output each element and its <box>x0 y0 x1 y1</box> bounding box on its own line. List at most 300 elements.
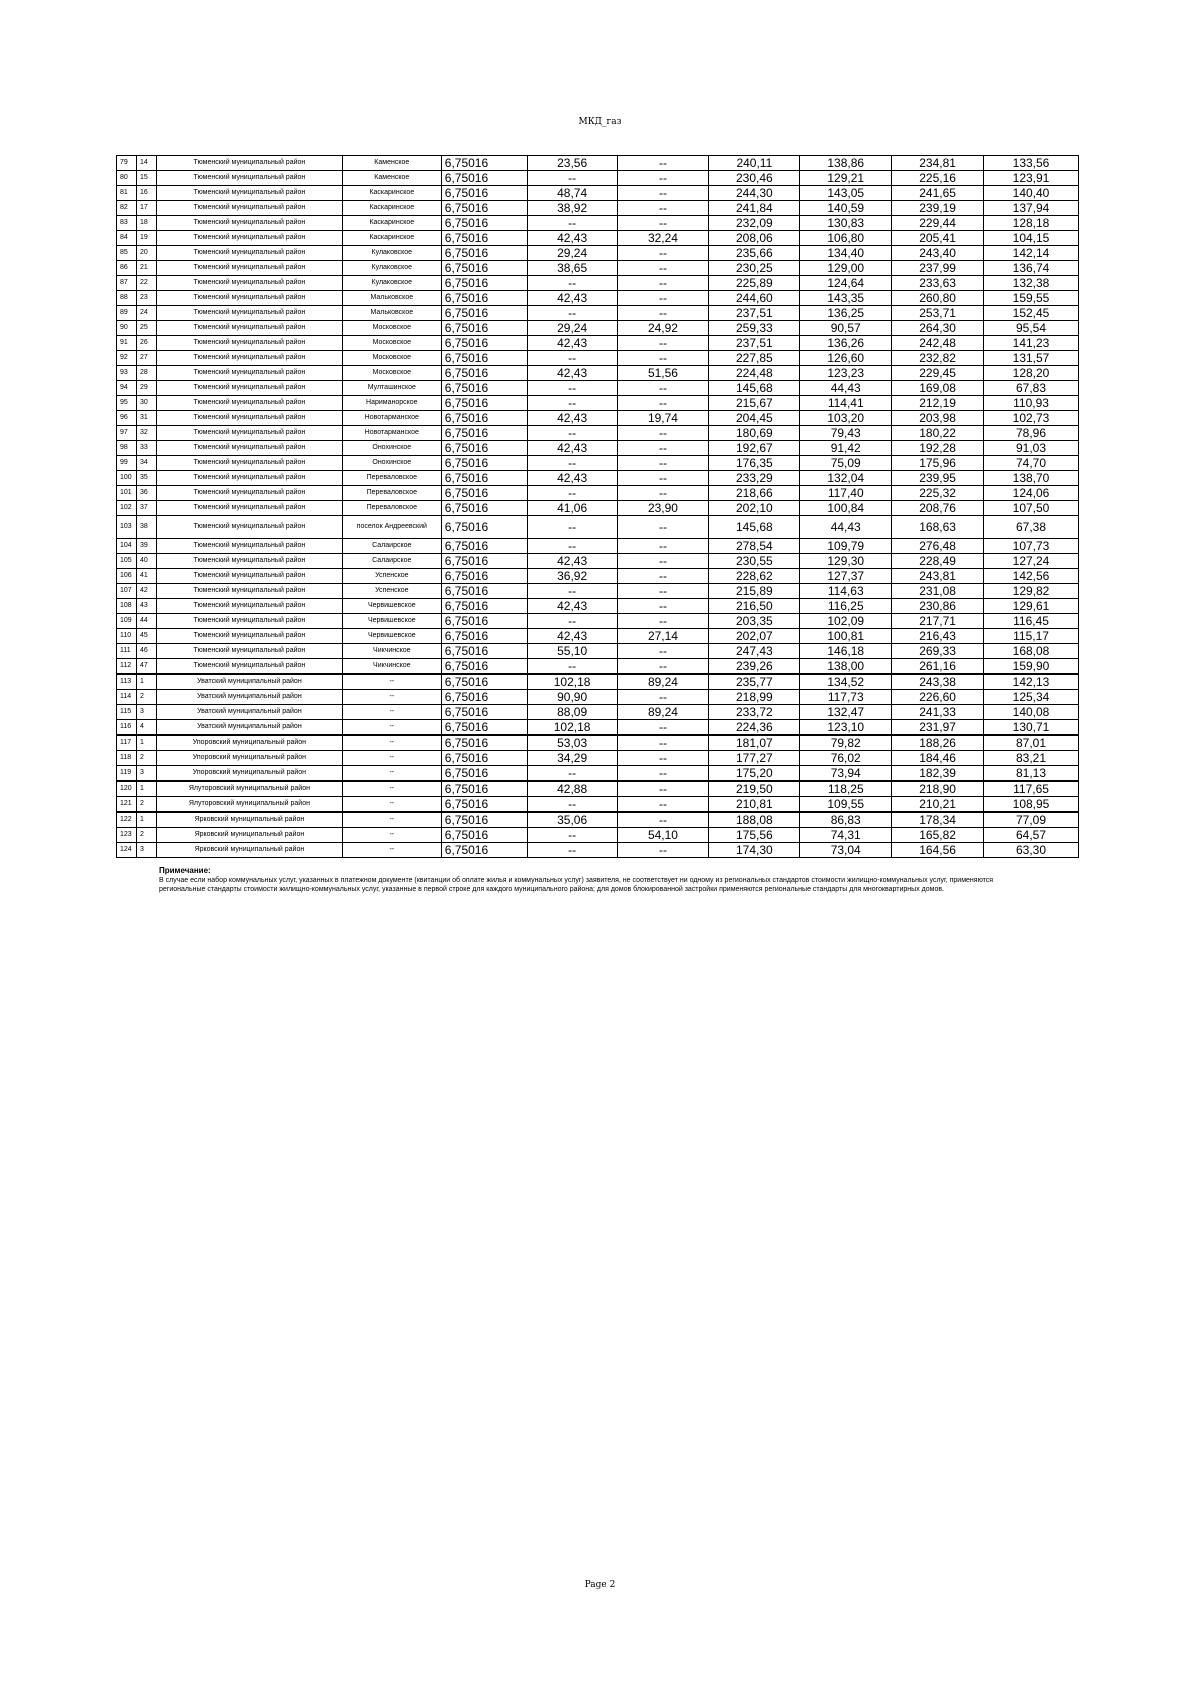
sub-number: 16 <box>136 186 156 201</box>
value-col-11: 91,03 <box>984 441 1079 456</box>
settlement-name: Кулаковское <box>342 261 441 276</box>
sub-number: 1 <box>136 812 156 828</box>
table-row <box>117 186 1079 201</box>
value-col-11: 138,70 <box>984 471 1079 486</box>
settlement-name: Переваловское <box>342 471 441 486</box>
district-name: Тюменский муниципальный район <box>156 486 342 501</box>
district-name: Упоровский муниципальный район <box>156 735 342 751</box>
table-row <box>117 554 1079 569</box>
value-col-8: 237,51 <box>709 306 800 321</box>
tariff-value: 6,75016 <box>441 828 527 843</box>
settlement-name: -- <box>342 674 441 690</box>
value-col-8: 239,26 <box>709 659 800 675</box>
value-col-9: 124,64 <box>800 276 892 291</box>
value-col-7: -- <box>617 171 709 186</box>
table-body <box>117 156 1079 858</box>
value-col-6: 102,18 <box>527 720 617 736</box>
table-row <box>117 690 1079 705</box>
tariff-value: 6,75016 <box>441 539 527 554</box>
tariff-value: 6,75016 <box>441 231 527 246</box>
value-col-7: 23,90 <box>617 501 709 516</box>
row-number: 101 <box>117 486 137 501</box>
value-col-6: -- <box>527 797 617 813</box>
sub-number: 35 <box>136 471 156 486</box>
row-number: 97 <box>117 426 137 441</box>
sub-number: 37 <box>136 501 156 516</box>
value-col-9: 75,09 <box>800 456 892 471</box>
sub-number: 2 <box>136 797 156 813</box>
table-row <box>117 781 1079 797</box>
settlement-name: -- <box>342 735 441 751</box>
row-number: 110 <box>117 629 137 644</box>
sub-number: 38 <box>136 516 156 539</box>
value-col-11: 81,13 <box>984 766 1079 782</box>
value-col-10: 261,16 <box>892 659 984 675</box>
sub-number: 40 <box>136 554 156 569</box>
row-number: 116 <box>117 720 137 736</box>
table-row <box>117 261 1079 276</box>
value-col-8: 208,06 <box>709 231 800 246</box>
settlement-name: -- <box>342 797 441 813</box>
table-row <box>117 797 1079 813</box>
footnote-text: В случае если набор коммунальных услуг, указанных в платежном документе (квитанции об оплате жилья и коммунальных услуг) заявителя, не соответствует ни одному из региональных стандартов стоимости жилищно-коммунальных услуг, применяются региональные стандарты стоимости жилищно-коммунальных услуг, указанные в первой строке для каждого муниципального района; для домов блокированной застройки применяются региональные стандарты для многоквартирных домов. <box>159 876 994 894</box>
table-row <box>117 720 1079 736</box>
value-col-11: 152,45 <box>984 306 1079 321</box>
value-col-6: 88,09 <box>527 705 617 720</box>
value-col-11: 128,18 <box>984 216 1079 231</box>
row-number: 81 <box>117 186 137 201</box>
table-row <box>117 644 1079 659</box>
district-name: Тюменский муниципальный район <box>156 291 342 306</box>
settlement-name: Каскаринское <box>342 186 441 201</box>
tariff-value: 6,75016 <box>441 426 527 441</box>
value-col-10: 230,86 <box>892 599 984 614</box>
value-col-9: 129,21 <box>800 171 892 186</box>
table-row <box>117 674 1079 690</box>
value-col-7: 54,10 <box>617 828 709 843</box>
value-col-9: 134,52 <box>800 674 892 690</box>
row-number: 94 <box>117 381 137 396</box>
row-number: 103 <box>117 516 137 539</box>
district-name: Тюменский муниципальный район <box>156 186 342 201</box>
district-name: Ярковский муниципальный район <box>156 812 342 828</box>
value-col-10: 210,21 <box>892 797 984 813</box>
sub-number: 47 <box>136 659 156 675</box>
row-number: 98 <box>117 441 137 456</box>
tariff-value: 6,75016 <box>441 471 527 486</box>
district-name: Уватский муниципальный район <box>156 690 342 705</box>
district-name: Тюменский муниципальный район <box>156 246 342 261</box>
value-col-8: 175,20 <box>709 766 800 782</box>
table-row <box>117 216 1079 231</box>
row-number: 86 <box>117 261 137 276</box>
value-col-7: 27,14 <box>617 629 709 644</box>
value-col-10: 203,98 <box>892 411 984 426</box>
value-col-6: -- <box>527 456 617 471</box>
table-row <box>117 336 1079 351</box>
value-col-11: 129,61 <box>984 599 1079 614</box>
tariff-value: 6,75016 <box>441 186 527 201</box>
sub-number: 3 <box>136 705 156 720</box>
value-col-8: 224,48 <box>709 366 800 381</box>
settlement-name: -- <box>342 828 441 843</box>
value-col-6: 42,43 <box>527 471 617 486</box>
district-name: Тюменский муниципальный район <box>156 306 342 321</box>
table-row <box>117 828 1079 843</box>
sub-number: 1 <box>136 735 156 751</box>
value-col-11: 116,45 <box>984 614 1079 629</box>
value-col-10: 243,40 <box>892 246 984 261</box>
settlement-name: -- <box>342 690 441 705</box>
value-col-8: 225,89 <box>709 276 800 291</box>
settlement-name: Червишевское <box>342 614 441 629</box>
value-col-7: -- <box>617 539 709 554</box>
value-col-10: 217,71 <box>892 614 984 629</box>
value-col-9: 143,05 <box>800 186 892 201</box>
table-row <box>117 584 1079 599</box>
value-col-11: 140,08 <box>984 705 1079 720</box>
value-col-6: 42,43 <box>527 291 617 306</box>
value-col-8: 145,68 <box>709 381 800 396</box>
tariff-value: 6,75016 <box>441 659 527 675</box>
value-col-6: 38,65 <box>527 261 617 276</box>
district-name: Тюменский муниципальный район <box>156 501 342 516</box>
settlement-name: Мулташинское <box>342 381 441 396</box>
value-col-7: -- <box>617 659 709 675</box>
sub-number: 14 <box>136 156 156 171</box>
tariff-value: 6,75016 <box>441 766 527 782</box>
tariff-value: 6,75016 <box>441 336 527 351</box>
value-col-6: -- <box>527 766 617 782</box>
district-name: Ярковский муниципальный район <box>156 843 342 858</box>
settlement-name: -- <box>342 705 441 720</box>
value-col-9: 90,57 <box>800 321 892 336</box>
row-number: 90 <box>117 321 137 336</box>
value-col-11: 159,90 <box>984 659 1079 675</box>
value-col-11: 67,38 <box>984 516 1079 539</box>
value-col-7: -- <box>617 569 709 584</box>
value-col-9: 123,10 <box>800 720 892 736</box>
tariff-value: 6,75016 <box>441 456 527 471</box>
row-number: 104 <box>117 539 137 554</box>
value-col-6: -- <box>527 396 617 411</box>
value-col-9: 44,43 <box>800 381 892 396</box>
tariff-value: 6,75016 <box>441 351 527 366</box>
value-col-6: 29,24 <box>527 321 617 336</box>
value-col-11: 115,17 <box>984 629 1079 644</box>
value-col-11: 168,08 <box>984 644 1079 659</box>
value-col-9: 143,35 <box>800 291 892 306</box>
value-col-10: 231,97 <box>892 720 984 736</box>
value-col-7: -- <box>617 276 709 291</box>
value-col-7: -- <box>617 186 709 201</box>
table-row <box>117 735 1079 751</box>
row-number: 118 <box>117 751 137 766</box>
value-col-8: 235,66 <box>709 246 800 261</box>
value-col-10: 243,81 <box>892 569 984 584</box>
value-col-8: 278,54 <box>709 539 800 554</box>
value-col-11: 142,13 <box>984 674 1079 690</box>
district-name: Тюменский муниципальный район <box>156 156 342 171</box>
sub-number: 42 <box>136 584 156 599</box>
settlement-name: Чикчинское <box>342 659 441 675</box>
value-col-11: 140,40 <box>984 186 1079 201</box>
value-col-9: 138,86 <box>800 156 892 171</box>
value-col-9: 100,84 <box>800 501 892 516</box>
value-col-6: 42,43 <box>527 441 617 456</box>
value-col-6: -- <box>527 351 617 366</box>
value-col-8: 230,25 <box>709 261 800 276</box>
value-col-10: 164,56 <box>892 843 984 858</box>
value-col-9: 138,00 <box>800 659 892 675</box>
value-col-6: -- <box>527 426 617 441</box>
table-row <box>117 321 1079 336</box>
settlement-name: Московское <box>342 321 441 336</box>
value-col-7: -- <box>617 516 709 539</box>
district-name: Ялуторовский муниципальный район <box>156 781 342 797</box>
settlement-name: поселок Андреевский <box>342 516 441 539</box>
district-name: Тюменский муниципальный район <box>156 629 342 644</box>
tariff-value: 6,75016 <box>441 554 527 569</box>
table-row <box>117 569 1079 584</box>
tariff-value: 6,75016 <box>441 720 527 736</box>
value-col-11: 136,74 <box>984 261 1079 276</box>
value-col-9: 73,04 <box>800 843 892 858</box>
row-number: 124 <box>117 843 137 858</box>
district-name: Упоровский муниципальный район <box>156 751 342 766</box>
value-col-7: 24,92 <box>617 321 709 336</box>
value-col-10: 165,82 <box>892 828 984 843</box>
value-col-11: 107,73 <box>984 539 1079 554</box>
value-col-8: 228,62 <box>709 569 800 584</box>
value-col-6: -- <box>527 216 617 231</box>
table-row <box>117 843 1079 858</box>
settlement-name: Чикчинское <box>342 644 441 659</box>
table-row <box>117 276 1079 291</box>
value-col-6: 90,90 <box>527 690 617 705</box>
sub-number: 3 <box>136 766 156 782</box>
value-col-10: 234,81 <box>892 156 984 171</box>
value-col-8: 232,09 <box>709 216 800 231</box>
district-name: Тюменский муниципальный район <box>156 516 342 539</box>
value-col-6: 42,43 <box>527 366 617 381</box>
value-col-7: -- <box>617 843 709 858</box>
sub-number: 20 <box>136 246 156 261</box>
value-col-8: 188,08 <box>709 812 800 828</box>
settlement-name: Каменское <box>342 156 441 171</box>
district-name: Тюменский муниципальный район <box>156 584 342 599</box>
value-col-10: 233,63 <box>892 276 984 291</box>
row-number: 113 <box>117 674 137 690</box>
tariff-value: 6,75016 <box>441 501 527 516</box>
value-col-9: 123,23 <box>800 366 892 381</box>
district-name: Ярковский муниципальный район <box>156 828 342 843</box>
value-col-7: -- <box>617 336 709 351</box>
value-col-8: 244,30 <box>709 186 800 201</box>
value-col-8: 202,10 <box>709 501 800 516</box>
district-name: Упоровский муниципальный район <box>156 766 342 782</box>
row-number: 119 <box>117 766 137 782</box>
value-col-7: -- <box>617 471 709 486</box>
settlement-name: -- <box>342 843 441 858</box>
value-col-6: 42,43 <box>527 411 617 426</box>
row-number: 108 <box>117 599 137 614</box>
tariff-value: 6,75016 <box>441 705 527 720</box>
value-col-7: -- <box>617 396 709 411</box>
value-col-10: 264,30 <box>892 321 984 336</box>
sub-number: 33 <box>136 441 156 456</box>
district-name: Тюменский муниципальный район <box>156 599 342 614</box>
value-col-9: 91,42 <box>800 441 892 456</box>
row-number: 83 <box>117 216 137 231</box>
sub-number: 3 <box>136 843 156 858</box>
table-row <box>117 441 1079 456</box>
table-row <box>117 171 1079 186</box>
value-col-9: 116,25 <box>800 599 892 614</box>
value-col-11: 159,55 <box>984 291 1079 306</box>
value-col-11: 142,56 <box>984 569 1079 584</box>
value-col-9: 117,73 <box>800 690 892 705</box>
settlement-name: -- <box>342 766 441 782</box>
settlement-name: -- <box>342 781 441 797</box>
settlement-name: Каскаринское <box>342 201 441 216</box>
value-col-8: 233,29 <box>709 471 800 486</box>
value-col-6: 23,56 <box>527 156 617 171</box>
tariff-value: 6,75016 <box>441 171 527 186</box>
district-name: Тюменский муниципальный район <box>156 659 342 675</box>
district-name: Тюменский муниципальный район <box>156 411 342 426</box>
value-col-8: 210,81 <box>709 797 800 813</box>
district-name: Тюменский муниципальный район <box>156 321 342 336</box>
value-col-7: 89,24 <box>617 674 709 690</box>
settlement-name: Московское <box>342 336 441 351</box>
settlement-name: Успенское <box>342 569 441 584</box>
district-name: Тюменский муниципальный район <box>156 396 342 411</box>
value-col-10: 205,41 <box>892 231 984 246</box>
sub-number: 39 <box>136 539 156 554</box>
sub-number: 1 <box>136 674 156 690</box>
settlement-name: Новотарманское <box>342 426 441 441</box>
value-col-9: 86,83 <box>800 812 892 828</box>
value-col-8: 237,51 <box>709 336 800 351</box>
value-col-8: 227,85 <box>709 351 800 366</box>
value-col-9: 132,04 <box>800 471 892 486</box>
value-col-10: 241,33 <box>892 705 984 720</box>
tariff-value: 6,75016 <box>441 843 527 858</box>
sub-number: 17 <box>136 201 156 216</box>
value-col-10: 184,46 <box>892 751 984 766</box>
table-row <box>117 501 1079 516</box>
value-col-7: -- <box>617 351 709 366</box>
value-col-9: 76,02 <box>800 751 892 766</box>
value-col-7: -- <box>617 456 709 471</box>
district-name: Тюменский муниципальный район <box>156 351 342 366</box>
settlement-name: Переваловское <box>342 501 441 516</box>
value-col-10: 253,71 <box>892 306 984 321</box>
sub-number: 1 <box>136 781 156 797</box>
value-col-11: 67,83 <box>984 381 1079 396</box>
value-col-7: -- <box>617 246 709 261</box>
sub-number: 21 <box>136 261 156 276</box>
housing-cost-standards-table <box>116 155 1079 858</box>
sub-number: 22 <box>136 276 156 291</box>
sub-number: 15 <box>136 171 156 186</box>
value-col-8: 224,36 <box>709 720 800 736</box>
value-col-8: 175,56 <box>709 828 800 843</box>
value-col-8: 247,43 <box>709 644 800 659</box>
sub-number: 36 <box>136 486 156 501</box>
value-col-10: 231,08 <box>892 584 984 599</box>
sub-number: 2 <box>136 751 156 766</box>
district-name: Тюменский муниципальный район <box>156 426 342 441</box>
row-number: 117 <box>117 735 137 751</box>
row-number: 80 <box>117 171 137 186</box>
row-number: 99 <box>117 456 137 471</box>
row-number: 114 <box>117 690 137 705</box>
tariff-value: 6,75016 <box>441 366 527 381</box>
tariff-value: 6,75016 <box>441 321 527 336</box>
sub-number: 4 <box>136 720 156 736</box>
district-name: Уватский муниципальный район <box>156 720 342 736</box>
value-col-7: 32,24 <box>617 231 709 246</box>
value-col-9: 140,59 <box>800 201 892 216</box>
value-col-11: 123,91 <box>984 171 1079 186</box>
district-name: Тюменский муниципальный район <box>156 216 342 231</box>
district-name: Уватский муниципальный район <box>156 705 342 720</box>
value-col-11: 131,57 <box>984 351 1079 366</box>
value-col-6: -- <box>527 486 617 501</box>
value-col-9: 114,63 <box>800 584 892 599</box>
value-col-9: 44,43 <box>800 516 892 539</box>
sub-number: 43 <box>136 599 156 614</box>
value-col-7: 89,24 <box>617 705 709 720</box>
table-row <box>117 351 1079 366</box>
value-col-8: 219,50 <box>709 781 800 797</box>
row-number: 111 <box>117 644 137 659</box>
value-col-10: 218,90 <box>892 781 984 797</box>
value-col-8: 216,50 <box>709 599 800 614</box>
sub-number: 26 <box>136 336 156 351</box>
sub-number: 46 <box>136 644 156 659</box>
value-col-11: 104,15 <box>984 231 1079 246</box>
row-number: 120 <box>117 781 137 797</box>
value-col-10: 237,99 <box>892 261 984 276</box>
value-col-6: 38,92 <box>527 201 617 216</box>
value-col-9: 109,79 <box>800 539 892 554</box>
tariff-value: 6,75016 <box>441 441 527 456</box>
value-col-6: -- <box>527 306 617 321</box>
sub-number: 28 <box>136 366 156 381</box>
value-col-8: 203,35 <box>709 614 800 629</box>
value-col-11: 124,06 <box>984 486 1079 501</box>
row-number: 112 <box>117 659 137 675</box>
row-number: 91 <box>117 336 137 351</box>
value-col-11: 129,82 <box>984 584 1079 599</box>
value-col-10: 180,22 <box>892 426 984 441</box>
table-row <box>117 381 1079 396</box>
value-col-11: 74,70 <box>984 456 1079 471</box>
settlement-name: Онохинское <box>342 456 441 471</box>
settlement-name: Кулаковское <box>342 246 441 261</box>
tariff-value: 6,75016 <box>441 614 527 629</box>
value-col-10: 226,60 <box>892 690 984 705</box>
value-col-6: -- <box>527 381 617 396</box>
value-col-6: -- <box>527 614 617 629</box>
tariff-value: 6,75016 <box>441 599 527 614</box>
footnote <box>159 866 1039 895</box>
value-col-11: 83,21 <box>984 751 1079 766</box>
tariff-value: 6,75016 <box>441 261 527 276</box>
